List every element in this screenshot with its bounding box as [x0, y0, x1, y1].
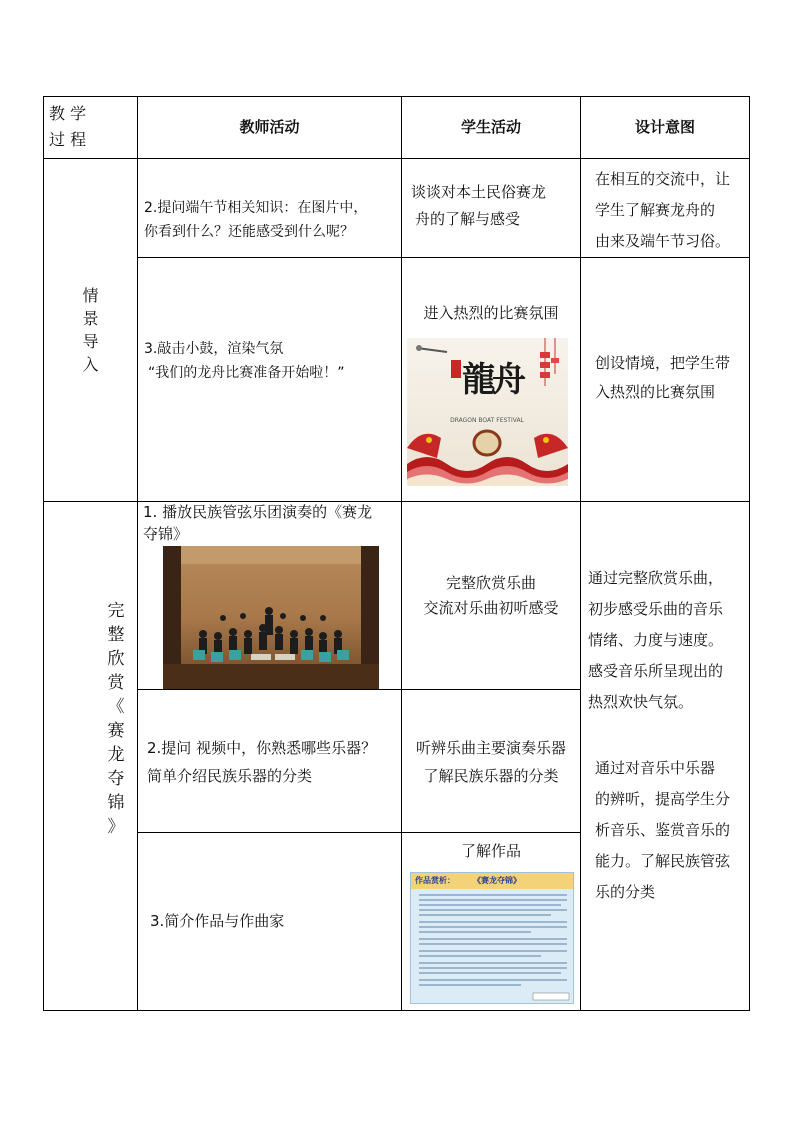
text-line: 初步感受乐曲的音乐 — [588, 600, 724, 618]
s1-r1-teacher — [144, 196, 400, 244]
slide-title: 《赛龙夺锦》 — [473, 876, 521, 885]
section-label-appreciation — [101, 601, 131, 837]
header-process — [49, 101, 135, 155]
text-line: 2.提问端午节相关知识：在图片中， — [144, 200, 368, 216]
header-teacher: 教师活动 — [239, 118, 300, 136]
label-char: 赛 — [107, 721, 125, 741]
column-divider-3 — [580, 96, 581, 1011]
header-intent: 设计意图 — [634, 118, 695, 136]
image-calligraphy: 龍舟 — [462, 360, 522, 400]
text-line: 夺锦》 — [143, 525, 189, 543]
text-line: 谈谈对本土民俗赛龙 — [411, 183, 547, 201]
s2-r3-student: 了解作品 — [460, 842, 521, 860]
s2-r3-teacher: 3.简介作品与作曲家 — [150, 912, 285, 930]
text-line: 创设情境，把学生带 — [595, 354, 731, 372]
text-line: 能力。了解民族管弦 — [595, 852, 731, 870]
slide-heading: 作品赏析： — [415, 876, 455, 885]
s1-r2-intent — [595, 349, 747, 407]
text-line: 析音乐、鉴赏音乐的 — [595, 821, 731, 839]
s1-r1-student — [411, 179, 579, 233]
dragon-boat-image — [407, 338, 568, 486]
s1-r2-teacher — [144, 337, 400, 385]
s2-r1-teacher — [143, 501, 401, 545]
row-divider-s2b — [137, 832, 581, 833]
column-divider-1 — [137, 96, 138, 1011]
s2-intent-a — [588, 563, 748, 718]
header-process-line2: 过 程 — [49, 130, 87, 149]
text-line: 了解民族乐器的分类 — [423, 767, 559, 785]
text-line: 1. 播放民族管弦乐团演奏的《赛龙 — [143, 503, 373, 521]
text-line: 3.敲击小鼓，渲染气氛 — [144, 341, 284, 357]
text-line: 乐的分类 — [595, 883, 656, 901]
text-line: 情绪、力度与速度。 — [588, 631, 724, 649]
label-char: 锦 — [107, 793, 125, 813]
text-line: 由来及端午节习俗。 — [595, 232, 731, 250]
text-line: 舟的了解与感受 — [415, 210, 521, 228]
text-line: 热烈欢快气氛。 — [588, 693, 694, 711]
label-char: 赏 — [107, 673, 125, 693]
label-char: 欣 — [107, 649, 125, 669]
text-line: 的辨听，提高学生分 — [595, 790, 731, 808]
text-line: 在相互的交流中，让 — [595, 170, 731, 188]
s2-r2-student — [402, 734, 580, 790]
text-line: “我们的龙舟比赛准备开始啦！” — [148, 365, 345, 381]
orchestra-photo — [163, 546, 379, 689]
header-process-line1: 教 学 — [49, 104, 87, 123]
text-line: 你看到什么？还能感受到什么呢？ — [144, 224, 354, 240]
slide-text-lines — [411, 889, 574, 1004]
text-line: 通过完整欣赏乐曲， — [588, 569, 724, 587]
lesson-table — [43, 96, 750, 1011]
s2-r1-student — [402, 571, 580, 621]
label-char: 《 — [107, 697, 125, 717]
text-line: 2.提问 视频中，你熟悉哪些乐器？ — [147, 739, 377, 757]
header-divider — [43, 158, 750, 159]
s1-r1-intent — [595, 164, 747, 257]
label-char: 景 — [82, 309, 99, 328]
column-divider-2 — [401, 96, 402, 1011]
text-line: 通过对音乐中乐器 — [595, 759, 716, 777]
s2-intent-b — [595, 753, 748, 908]
image-subtitle: DRAGON BOAT FESTIVAL — [450, 417, 524, 424]
text-line: 学生了解赛龙舟的 — [595, 201, 716, 219]
text-line: 简单介绍民族乐器的分类 — [147, 767, 313, 785]
table-border-right — [749, 96, 750, 1011]
s2-r2-teacher — [147, 734, 401, 790]
text-line: 交流对乐曲初听感受 — [423, 599, 559, 617]
text-line: 完整欣赏乐曲 — [445, 574, 536, 592]
row-divider-s1 — [137, 257, 750, 258]
header-student: 学生活动 — [460, 118, 521, 136]
label-char: 龙 — [107, 745, 125, 765]
label-char: 完 — [107, 601, 125, 621]
label-char: 入 — [82, 355, 99, 374]
s1-r2-student: 进入热烈的比赛氛围 — [423, 304, 559, 322]
text-line: 入热烈的比赛氛围 — [595, 383, 716, 401]
orchestra-illustration — [163, 546, 379, 689]
label-char: 夺 — [107, 769, 125, 789]
label-char: 》 — [107, 817, 125, 837]
section-label-intro — [44, 159, 137, 501]
label-char: 整 — [107, 625, 125, 645]
text-line: 感受音乐所呈现出的 — [588, 662, 724, 680]
label-char: 情 — [82, 286, 99, 305]
table-border-bottom — [43, 1010, 750, 1011]
label-char: 导 — [82, 332, 99, 351]
row-divider-s2a — [137, 689, 581, 690]
text-line: 听辨乐曲主要演奏乐器 — [415, 739, 566, 757]
work-slide-image — [410, 872, 574, 1004]
